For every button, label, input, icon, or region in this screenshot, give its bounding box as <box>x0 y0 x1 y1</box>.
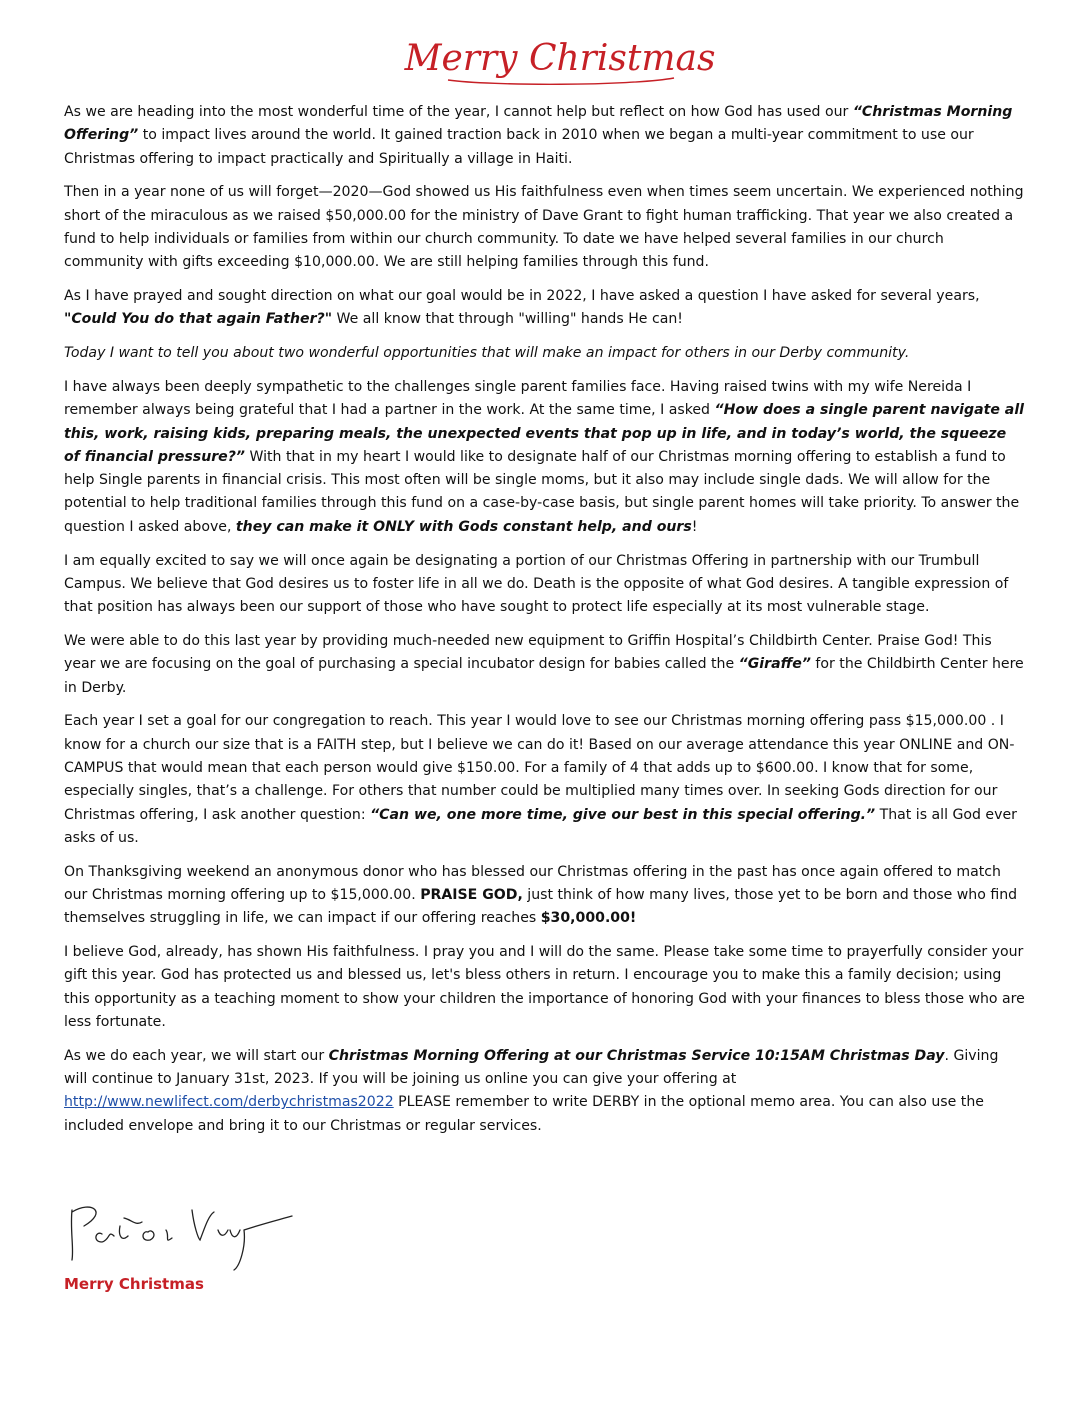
pastor-signature <box>62 1190 302 1276</box>
giving-link[interactable]: http://www.newlifect.com/derbychristmas2022 <box>64 1094 394 1111</box>
paragraph-2: Then in a year none of us will forget—2020—God showed us His faithfulness even when times seem uncertain. We experienced nothing short of the miraculous as we raised $50,000.00 for the ministry of Dave Grant to fight human trafficking. That year we also created a fund to help individuals or families from within our church community. To date we have helped several families in our church community with gifts exceeding $10,000.00. We are still helping families through this fund. <box>64 184 1024 271</box>
paragraph-4: Today I want to tell you about two wonderful opportunities that will make an impact for others in our Derby community. <box>64 345 910 362</box>
paragraph-7: We were able to do this last year by providing much-needed new equipment to Griffin Hospital’s Childbirth Center. Praise God! This year we are focusing on the goal of purchasing a special incubator design for babies called the “Giraffe” for the Childbirth Center here in Derby. <box>64 632 1024 696</box>
paragraph-1: As we are heading into the most wonderful time of the year, I cannot help but reflect on how God has used our “Christmas Morning Offering” to impact lives around the world. It gained traction back in 2010 when we began a multi-year commitment to use our Christmas offering to impact practically and Spiritually a village in Haiti. <box>64 104 1013 167</box>
paragraph-10: I believe God, already, has shown His faithfulness. I pray you and I will do the same. Please take some time to prayerfully consider your gift this year. God has protected us and blessed us, let's bless others in return. I encourage you to make this a family decision; using this opportunity as a teaching moment to show your children the importance of honoring God with your finances to bless those who are less fortunate. <box>64 944 1025 1030</box>
paragraph-6: I am equally excited to say we will once again be designating a portion of our Christmas Offering in partnership with our Trumbull Campus. We believe that God desires us to foster life in all we do. Death is the opposite of what God desires. A tangible expression of that position has always been our support of those who have sought to protect life especially at its most vulnerable stage. <box>64 552 1009 616</box>
paragraph-8: Each year I set a goal for our congregation to reach. This year I would love to see our Christmas morning offering pass $15,000.00 . I know for a church our size that is a FAITH step, but I believe we can do it! Based on our average attendance this year ONLINE and ON-CAMPUS that would mean that each person would give $150.00. For a family of 4 that adds up to $600.00. I know that for some, especially singles, that’s a challenge. For others that number could be multiplied many times over. In seeking Gods direction for our Christmas offering, I ask another question: “Can we, one more time, give our best in this special offering.” That is all God ever asks of us. <box>64 713 1017 846</box>
paragraph-5: I have always been deeply sympathetic to the challenges single parent families face. Having raised twins with my wife Nereida I remember always being grateful that I had a partner in the work. At the same time, I asked “How does a single parent navigate all this, work, raising kids, preparing meals, the unexpected events that pop up in life, and in today’s world, the squeeze of financial pressure?” With that in my heart I would like to designate half of our Christmas morning offering to establish a fund to help Single parents in financial crisis. This most often will be single moms, but it also may include single dads. We will allow for the potential to help traditional families through this fund on a case-by-case basis, but single parent homes will take priority. To answer the question I asked above, they can make it ONLY with Gods constant help, and ours! <box>64 378 1024 535</box>
paragraph-9: On Thanksgiving weekend an anonymous donor who has blessed our Christmas offering in the past has once again offered to match our Christmas morning offering up to $15,000.00. PRAISE GOD, just think of how many lives, those yet to be born and those who find themselves struggling in life, we can impact if our offering reaches $30,000.00! <box>64 863 1018 927</box>
merry-christmas-script-logo <box>404 28 716 90</box>
paragraph-3: As I have prayed and sought direction on what our goal would be in 2022, I have asked a question I have asked for several years, "Could You do that again Father?" We all know that through "willing" hands He can! <box>64 288 980 328</box>
closing-signoff: Merry Christmas <box>64 1275 204 1293</box>
paragraph-11: As we do each year, we will start our Christmas Morning Offering at our Christmas Service 10:15AM Christmas Day. Giving will continue to January 31st, 2023. If you will be joining us online you can give your offering at http://www.newlifect.com/derbychristmas2022 PLEASE remember to write DERBY in the optional memo area. You can also use the included envelope and bring it to our Christmas or regular services. <box>64 1047 999 1134</box>
letter-body <box>64 101 1026 1148</box>
header-title: Merry Christmas <box>404 38 716 79</box>
